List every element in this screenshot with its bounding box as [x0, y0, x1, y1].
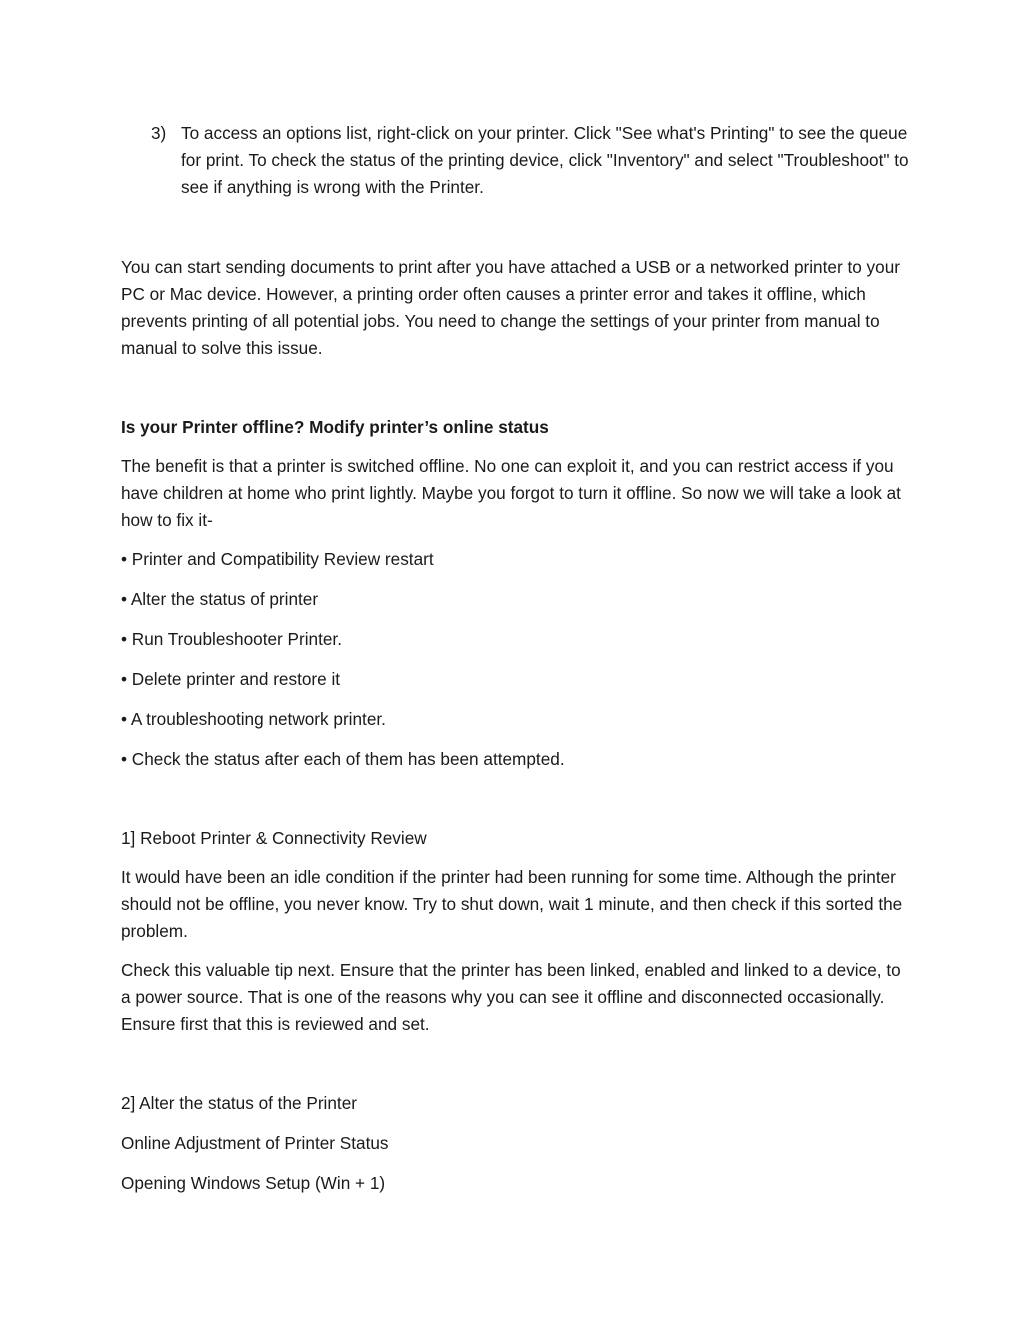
bullet-item: • Printer and Compatibility Review restart [121, 549, 434, 569]
step-1-title: 1] Reboot Printer & Connectivity Review [121, 828, 427, 848]
spacer [121, 362, 911, 414]
intro-paragraph: You can start sending documents to print after you have attached a USB or a networked printer to your PC or Mac device. However, a printing order often causes a printer error and takes it offline, which prevents printing of all potential jobs. You need to change the settings of your printer from manual to manual to solve this issue. [121, 257, 900, 358]
spacer [121, 1038, 911, 1090]
spacer [121, 773, 911, 825]
step-2-title: 2] Alter the status of the Printer [121, 1093, 357, 1113]
step-number: 3) [151, 123, 167, 143]
step-1-paragraph-1: It would have been an idle condition if the printer had been running for some time. Although the printer should not be offline, you never know. Try to shut down, wait 1 minute, and then check if this sorted the problem. [121, 867, 903, 941]
section-heading: Is your Printer offline? Modify printer’s online status [121, 417, 549, 437]
spacer [121, 201, 911, 254]
bullet-item: • A troubleshooting network printer. [121, 709, 386, 729]
bullet-item: • Alter the status of printer [121, 589, 319, 609]
step-2-line-1: Online Adjustment of Printer Status [121, 1133, 389, 1153]
benefit-paragraph: The benefit is that a printer is switched offline. No one can exploit it, and you can restrict access if you have children at home who print lightly. Maybe you forgot to turn it offline. So now we will take a look at how to fix it- [121, 456, 901, 530]
bullet-item: • Check the status after each of them has been attempted. [121, 749, 565, 769]
numbered-step-3 [151, 120, 911, 201]
bullet-item: • Delete printer and restore it [121, 669, 341, 689]
bullet-item: • Run Troubleshooter Printer. [121, 629, 342, 649]
document-body [121, 120, 911, 1197]
step-1-paragraph-2: Check this valuable tip next. Ensure that the printer has been linked, enabled and linked to a device, to a power source. That is one of the reasons why you can see it offline and disconnected occasionally. Ensure first that this is reviewed and set. [121, 960, 901, 1034]
step-2-line-2: Opening Windows Setup (Win + 1) [121, 1173, 386, 1193]
step-3-text: To access an options list, right-click on your printer. Click "See what's Printing" to see the queue for print. To check the status of the printing device, click "Inventory" and select "Troubleshoot" to see if anything is wrong with the Printer. [181, 123, 909, 197]
